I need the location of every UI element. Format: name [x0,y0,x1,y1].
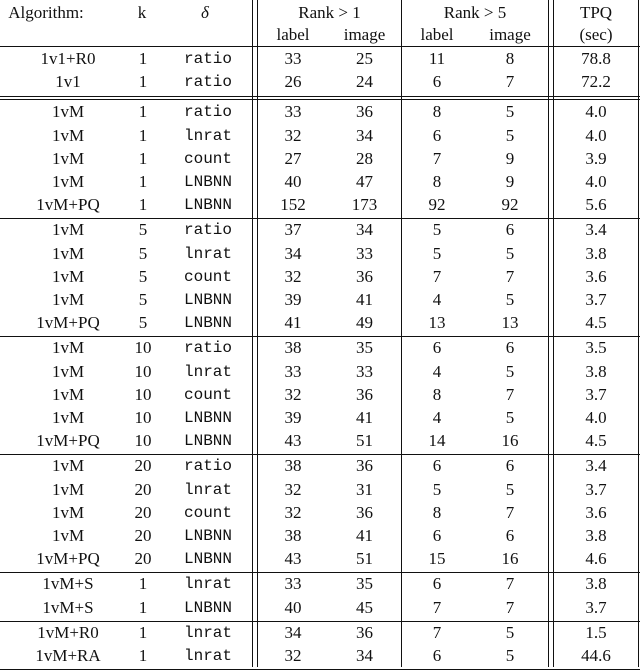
cell-rank1-label: 152 [280,195,306,215]
cell-rank1-image: 41 [356,526,373,545]
cell-k: 20 [134,526,152,545]
cell-rank5-image: 6 [505,220,515,240]
cell-rank5-image: 5 [505,408,515,427]
cell-rank1-image: 41 [356,408,373,427]
cell-tpq: 3.8 [585,574,607,594]
cell-rank5-image: 9 [505,172,515,191]
cell-rank5-image: 5 [505,361,515,381]
cell-rank5-label: 4 [432,290,442,309]
cell-rank5-label: 7 [432,266,442,286]
cell-rank1-label: 32 [284,384,302,404]
cell-tpq: 3.4 [585,456,607,476]
cell-rank5-image: 92 [501,195,519,215]
cell-rank5-image: 9 [505,148,515,168]
cell-delta: ratio [183,221,232,240]
cell-rank1-image: 49 [356,313,373,333]
cell-k: 1 [138,72,148,92]
cell-rank1-image: 45 [356,597,373,617]
cell-algorithm: 1vM+RA [35,646,101,665]
cell-delta: LNBNN [183,527,232,545]
cell-rank1-label: 26 [284,72,302,92]
cell-tpq: 4.0 [585,102,607,122]
cell-rank5-image: 5 [505,243,515,263]
cell-rank1-label: 32 [284,125,302,145]
cell-tpq: 4.0 [585,408,607,427]
cell-tpq: 3.8 [585,361,607,381]
cell-algorithm: 1vM [51,102,85,122]
cell-tpq: 4.6 [585,549,607,569]
cell-rank5-label: 6 [432,338,442,358]
cell-delta: lnrat [183,647,232,665]
cell-k: 1 [138,597,148,617]
cell-rank1-image: 47 [356,172,373,191]
cell-k: 1 [138,148,148,168]
cell-rank5-label: 7 [432,148,442,168]
cell-k: 1 [138,574,148,594]
cell-rank5-image: 5 [505,102,515,122]
cell-tpq: 3.6 [585,502,607,522]
cell-rank1-label: 33 [284,102,302,122]
cell-k: 1 [138,622,148,642]
cell-k: 5 [138,243,148,263]
cell-k: 20 [134,456,152,476]
cell-algorithm: 1vM+PQ [36,195,100,215]
cell-tpq: 3.8 [585,526,607,545]
cell-rank5-label: 4 [432,361,442,381]
cell-delta: ratio [183,103,232,122]
cell-rank1-image: 173 [351,195,378,215]
cell-rank1-label: 32 [284,266,302,286]
cell-algorithm: 1vM [51,266,85,286]
cell-algorithm: 1vM [51,290,85,309]
cell-rank5-label: 92 [428,195,446,215]
cell-tpq: 3.7 [585,290,607,309]
cell-delta: lnrat [183,623,232,642]
cell-tpq: 3.4 [585,220,607,240]
cell-delta: LNBNN [183,173,232,191]
cell-delta: LNBNN [183,291,232,309]
cell-k: 5 [138,266,148,286]
cell-algorithm: 1vM+S [42,597,94,617]
header-algorithm: Algorithm: [8,3,84,22]
cell-rank1-label: 32 [284,502,302,522]
cell-rank5-label: 6 [432,72,442,92]
cell-rank1-label: 40 [284,597,302,617]
group-rule [0,218,640,219]
cell-rank1-image: 25 [356,49,373,68]
cell-rank1-label: 43 [284,549,302,569]
cell-k: 1 [138,49,148,68]
cell-rank1-image: 28 [356,148,373,168]
cell-rank5-label: 6 [432,456,442,476]
cell-algorithm: 1vM+PQ [36,431,100,451]
cell-tpq: 4.0 [585,125,607,145]
cell-rank1-label: 43 [284,431,302,451]
cell-algorithm: 1vM [51,502,85,522]
cell-rank1-label: 39 [284,408,302,427]
cell-rank5-image: 6 [505,456,515,476]
cell-k: 10 [134,361,152,381]
cell-algorithm: 1vM [51,526,85,545]
cell-rank5-label: 6 [432,646,442,665]
cell-rank1-image: 34 [356,646,373,665]
cell-rank1-image: 31 [356,479,373,499]
cell-algorithm: 1vM [51,125,85,145]
cell-k: 20 [134,479,152,499]
header-delta: δ [201,3,209,22]
cell-rank1-image: 36 [356,384,373,404]
cell-rank5-label: 5 [432,220,442,240]
cell-rank1-image: 34 [356,220,373,240]
cell-rank1-image: 36 [356,266,373,286]
cell-delta: LNBNN [183,409,232,427]
header-image: image [489,25,531,44]
cell-tpq: 4.0 [585,172,607,191]
header-label: label [276,25,310,44]
cell-rank5-image: 5 [505,125,515,145]
cell-rank5-label: 5 [432,243,442,263]
header-tpq-unit: (sec) [579,25,613,44]
cell-rank1-image: 36 [356,502,373,522]
cell-rank5-image: 6 [505,338,515,358]
cell-rank5-label: 4 [432,408,442,427]
cell-k: 1 [138,172,148,191]
cell-tpq: 3.8 [585,243,607,263]
cell-delta: LNBNN [183,432,232,451]
cell-rank5-label: 7 [432,597,442,617]
cell-rank5-image: 7 [505,574,515,594]
cell-rank5-label: 13 [428,313,446,333]
cell-k: 1 [138,195,148,215]
cell-rank5-label: 8 [432,172,442,191]
cell-algorithm: 1vM [51,220,85,240]
cell-tpq: 3.7 [585,479,607,499]
group-rule [0,96,640,97]
cell-rank1-image: 33 [356,243,373,263]
group-rule [0,572,640,573]
cell-rank1-image: 33 [356,361,373,381]
cell-rank5-image: 8 [505,49,515,68]
cell-rank1-image: 51 [356,431,373,451]
cell-k: 20 [134,502,152,522]
cell-rank1-label: 38 [284,338,302,358]
group-rule [0,621,640,622]
cell-algorithm: 1vM [51,479,85,499]
cell-tpq: 4.5 [585,313,607,333]
cell-algorithm: 1vM+S [42,574,94,594]
cell-algorithm: 1vM+PQ [36,549,100,569]
cell-delta: count [183,503,232,522]
cell-rank1-label: 27 [284,148,302,168]
cell-rank5-image: 5 [505,479,515,499]
cell-rank5-image: 7 [505,597,515,617]
cell-rank1-image: 24 [356,72,373,92]
cell-rank5-image: 5 [505,646,515,665]
group-rule [0,336,640,337]
cell-algorithm: 1v1+R0 [40,49,96,68]
header-tpq: TPQ [579,3,613,22]
cell-delta: count [183,385,232,404]
cell-rank5-image: 16 [501,549,519,569]
cell-delta: ratio [183,457,232,476]
cell-rank1-image: 36 [356,456,373,476]
cell-delta: LNBNN [183,314,232,333]
header-rank1: Rank > 1 [298,3,361,22]
cell-rank1-label: 33 [284,49,302,68]
cell-k: 1 [138,125,148,145]
cell-k: 5 [138,220,148,240]
cell-delta: ratio [183,50,232,68]
cell-algorithm: 1vM+PQ [36,313,100,333]
cell-tpq: 3.9 [585,148,607,168]
cell-k: 10 [134,384,152,404]
cell-k: 1 [138,646,148,665]
cell-rank5-image: 5 [505,290,515,309]
cell-rank5-image: 13 [501,313,519,333]
cell-rank1-image: 34 [356,125,373,145]
cell-tpq: 78.8 [581,49,611,68]
cell-delta: lnrat [183,126,232,145]
cell-rank1-image: 36 [356,102,373,122]
cell-tpq: 5.6 [585,195,607,215]
cell-delta: ratio [183,73,232,92]
cell-rank5-label: 6 [432,125,442,145]
cell-rank5-label: 6 [432,526,442,545]
cell-rank1-label: 38 [284,526,302,545]
cell-rank5-image: 16 [501,431,519,451]
header-label: label [420,25,454,44]
cell-algorithm: 1vM+R0 [37,622,99,642]
cell-rank5-label: 15 [428,549,446,569]
cell-k: 10 [134,431,152,451]
cell-k: 5 [138,313,148,333]
cell-tpq: 3.7 [585,597,607,617]
cell-rank1-image: 35 [356,338,373,358]
cell-rank1-label: 34 [284,243,302,263]
group-rule [0,99,640,100]
cell-rank5-label: 7 [432,622,442,642]
cell-delta: ratio [183,339,232,358]
cell-rank1-image: 41 [356,290,373,309]
cell-rank1-label: 41 [284,313,302,333]
cell-rank1-image: 35 [356,574,373,594]
cell-rank1-label: 32 [284,646,302,665]
cell-algorithm: 1vM [51,338,85,358]
header-rank5: Rank > 5 [443,3,507,22]
cell-rank5-image: 5 [505,622,515,642]
cell-delta: lnrat [183,575,232,594]
cell-algorithm: 1vM [51,172,85,191]
cell-delta: lnrat [183,244,232,263]
cell-delta: LNBNN [183,598,232,617]
header-rule [0,46,640,47]
cell-rank5-label: 11 [428,49,446,68]
cell-delta: count [183,149,232,168]
cell-delta: count [183,267,232,286]
cell-algorithm: 1vM [51,243,85,263]
cell-rank1-label: 38 [284,456,302,476]
cell-algorithm: 1vM [51,361,85,381]
cell-tpq: 44.6 [581,646,611,665]
cell-k: 10 [134,338,152,358]
cell-k: 5 [138,290,148,309]
cell-rank1-label: 39 [284,290,302,309]
cell-rank1-image: 51 [356,549,373,569]
cell-rank5-image: 7 [505,502,515,522]
cell-tpq: 3.6 [585,266,607,286]
cell-tpq: 3.7 [585,384,607,404]
cell-algorithm: 1vM [51,456,85,476]
cell-rank5-label: 5 [432,479,442,499]
cell-rank5-image: 7 [505,72,515,92]
header-k: k [137,3,147,22]
cell-delta: lnrat [183,480,232,499]
cell-tpq: 4.5 [585,431,607,451]
cell-delta: lnrat [183,362,232,381]
cell-k: 1 [138,102,148,122]
cell-rank5-label: 14 [428,431,446,451]
cell-tpq: 72.2 [581,72,611,92]
cell-rank5-label: 8 [432,502,442,522]
cell-delta: LNBNN [183,550,232,569]
cell-rank5-image: 7 [505,266,515,286]
cell-k: 10 [134,408,152,427]
cell-rank1-label: 33 [284,361,302,381]
cell-algorithm: 1vM [51,408,85,427]
cell-rank5-label: 8 [432,102,442,122]
cell-rank1-label: 33 [284,574,302,594]
cell-tpq: 3.5 [585,338,607,358]
cell-rank1-label: 32 [284,479,302,499]
cell-algorithm: 1v1 [55,72,81,92]
cell-algorithm: 1vM [51,384,85,404]
cell-rank5-image: 7 [505,384,515,404]
cell-algorithm: 1vM [51,148,85,168]
cell-rank1-image: 36 [356,622,373,642]
cell-rank5-image: 6 [505,526,515,545]
header-image: image [343,25,386,44]
cell-rank5-label: 8 [432,384,442,404]
cell-rank1-label: 37 [284,220,302,240]
cell-k: 20 [134,549,152,569]
group-rule [0,454,640,455]
cell-rank1-label: 40 [284,172,302,191]
cell-rank1-label: 34 [284,622,302,642]
cell-delta: LNBNN [183,196,232,215]
cell-tpq: 1.5 [585,622,607,642]
cell-rank5-label: 6 [432,574,442,594]
